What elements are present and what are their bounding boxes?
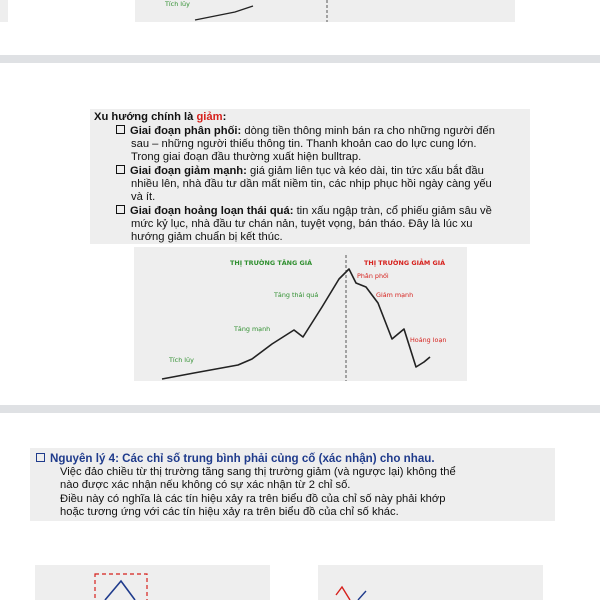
list-item-line: Trong giai đoạn đầu thường xuất hiện bulltrap. <box>131 151 362 163</box>
list-item-line: hướng giảm chuẩn bị kết thúc. <box>131 231 283 243</box>
page-bottom <box>0 413 600 600</box>
up-market-title: THỊ TRƯỜNG TĂNG GIÁ <box>230 259 313 267</box>
checkbox-icon <box>116 125 125 134</box>
page-middle <box>0 63 600 405</box>
principle-line: Việc đảo chiều từ thị trường tăng sang thị trường giảm (và ngược lại) không thể <box>60 466 456 478</box>
list-item-line: và ít. <box>131 191 156 203</box>
list-item-line: mức kỷ lục, nhà đầu tư chán nản, tuyệt vọng, bán tháo. Đây là lúc xu <box>131 218 473 230</box>
top-chart-svg <box>135 0 467 22</box>
indicator-line <box>105 581 135 600</box>
label-markdown: Giảm mạnh <box>376 291 414 299</box>
market-chart-area <box>134 247 467 381</box>
indicator-line-blue <box>358 591 366 600</box>
list-item: Giai đoạn phân phối: dòng tiền thông minh bán ra cho những người đến <box>116 125 495 139</box>
label-excess: Tăng thái quá <box>274 291 319 299</box>
principle-title: Nguyên lý 4: Các chỉ số trung bình phải củng cố (xác nhận) cho nhau. <box>36 452 435 466</box>
heading-red-word: giảm <box>196 111 223 123</box>
bottom-right-svg <box>318 565 543 600</box>
principle-line: nào được xác nhận nếu không có sự xác nhận từ 2 chỉ số. <box>60 479 351 491</box>
top-chart-line <box>195 6 253 20</box>
top-chart-area <box>135 0 467 22</box>
shade-block <box>0 0 8 22</box>
list-item: Giai đoạn hoảng loạn thái quá: tin xấu ngập tràn, cổ phiếu giảm sâu về <box>116 205 492 219</box>
checkbox-icon <box>116 165 125 174</box>
label-markup: Tăng mạnh <box>234 325 271 333</box>
indicator-line-red <box>336 587 350 600</box>
principle-line: Điều này có nghĩa là các tín hiệu xảy ra trên biểu đồ của chỉ số này phải khớp <box>60 493 446 505</box>
shade-block <box>450 0 515 22</box>
list-item-line: sau – những người thiếu thông tin. Thanh khoản cao do lực cung lớn. <box>131 138 477 150</box>
highlight-box <box>95 574 147 600</box>
list-item: Giai đoạn giảm mạnh: giá giảm liên tục và kéo dài, tin tức xấu bắt đầu <box>116 165 484 179</box>
bottom-left-svg <box>35 565 270 600</box>
market-chart-svg <box>134 247 467 381</box>
top-chart-label: Tích lũy <box>165 0 190 8</box>
down-market-title: THỊ TRƯỜNG GIẢM GIÁ <box>364 259 446 267</box>
principle-line: hoặc tương ứng với các tín hiệu xảy ra trên biểu đồ của chỉ số khác. <box>60 506 399 518</box>
list-item-line: nhiều lên, nhà đầu tư dần mất niềm tin, các nhịp phục hồi ngày càng yếu <box>131 178 492 190</box>
section-heading: Xu hướng chính là giảm: <box>94 111 227 123</box>
label-panic: Hoảng loạn <box>410 336 447 344</box>
bottom-chart-right <box>318 565 543 600</box>
checkbox-icon <box>116 205 125 214</box>
page-top <box>0 0 600 55</box>
label-distribution: Phân phối <box>357 272 389 280</box>
price-line <box>162 269 430 379</box>
checkbox-icon <box>36 453 45 462</box>
bottom-chart-left <box>35 565 270 600</box>
label-accumulation: Tích lũy <box>169 356 194 364</box>
